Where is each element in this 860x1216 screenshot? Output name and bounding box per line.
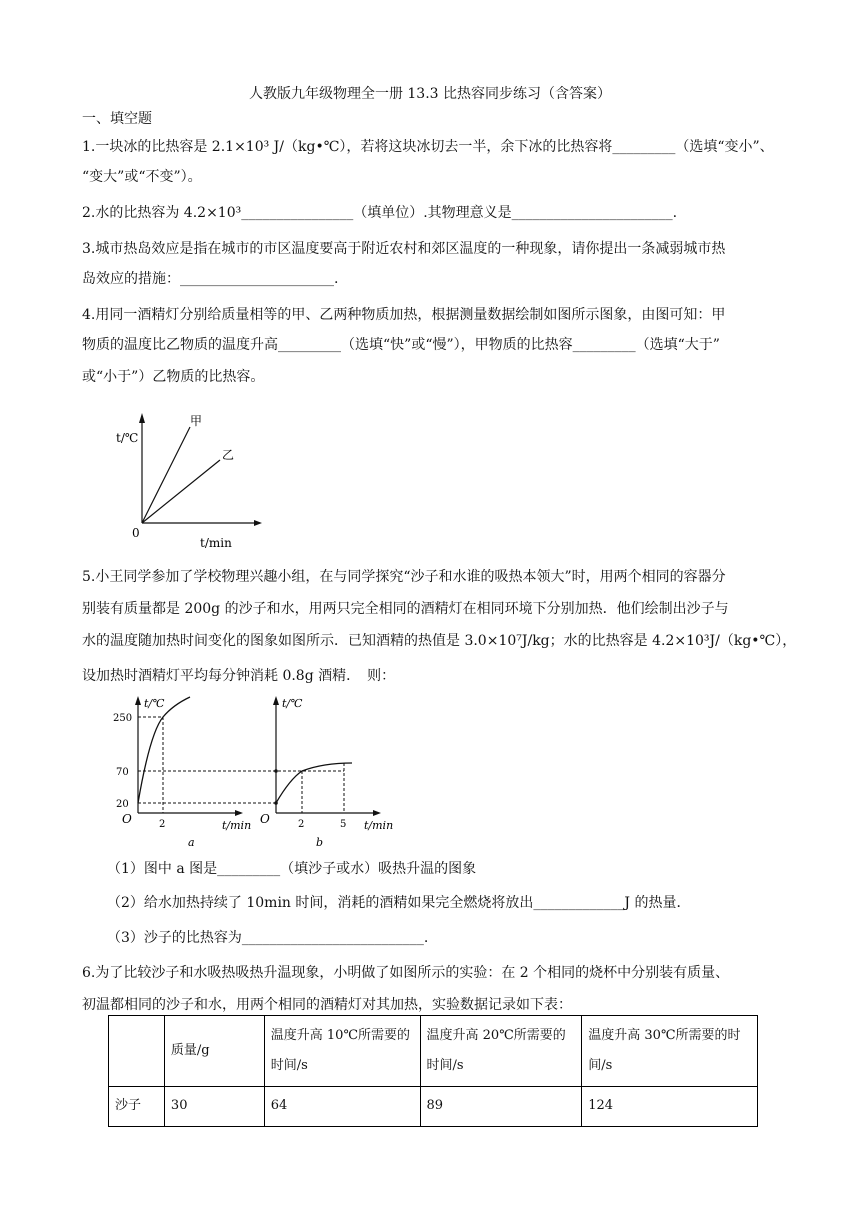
question-5-line-1: 5.小王同学参加了学校物理兴趣小组，在与同学探究“沙子和水谁的吸热本领大”时，用两个相同的容器分 [82, 569, 726, 585]
question-5-part-2: （2）给水加热持续了 10min 时间，消耗的酒精如果完全燃烧将放出_____________J 的热量． [107, 895, 691, 911]
question-2-line-1: 2.水的比热容为 4.2×10³________________（填单位）.其物理意义是_______________________. [82, 205, 678, 221]
question-5-line-3: 水的温度随加热时间变化的图象如图所示．已知酒精的热值是 3.0×10⁷J/kg；水的比热容是 4.2×10³J/（kg•℃）， [82, 633, 797, 649]
experiment-data-table [108, 1015, 758, 1127]
table-header-cell: 质量/g [164, 1016, 264, 1087]
table-cell: 30 [164, 1086, 264, 1126]
section-heading: 一、填空题 [82, 111, 152, 127]
table-cell: 124 [582, 1086, 758, 1126]
fig1-x-label: t/min [200, 536, 232, 550]
graph-a-y-label: t/℃ [144, 697, 165, 710]
question-4-line-1: 4.用同一酒精灯分别给质量相等的甲、乙两种物质加热，根据测量数据绘制如图所示图象，由图可知：甲 [82, 307, 726, 323]
graph-b-curve [276, 763, 352, 803]
series-yi-line [142, 460, 220, 523]
graph-b-xtick-2: 2 [298, 819, 305, 830]
question-1-line-1: 1.一块冰的比热容是 2.1×10³ J/（kg•℃），若将这块冰切去一半，余下冰的比热容将_________（选填“变小”、 [82, 139, 774, 155]
question-1-line-2: “变大”或“不变”）。 [82, 169, 202, 185]
question-6-line-1: 6.为了比较沙子和水吸热吸热升温现象，小明做了如图所示的实验：在 2 个相同的烧杯中分别装有质量、 [82, 965, 730, 981]
graph-a-tick-250: 250 [113, 713, 133, 724]
graph-a-origin: O [122, 812, 132, 826]
table-cell: 89 [420, 1086, 582, 1126]
question-5-part-1: （1）图中 a 图是_________（填沙子或水）吸热升温的图象 [107, 861, 477, 877]
table-header-cell [109, 1016, 165, 1087]
graph-a-xtick-2: 2 [159, 819, 166, 830]
fig1-series-jia: 甲 [190, 414, 203, 428]
graph-b-origin: O [260, 812, 270, 826]
figure-1-temperature-time-graph [112, 405, 262, 550]
fig1-series-yi: 乙 [222, 448, 235, 462]
graph-a-x-label: t/min [222, 819, 252, 832]
fig1-origin: 0 [132, 526, 140, 540]
graph-a-tick-20: 20 [116, 799, 129, 810]
table-header-row [109, 1016, 758, 1087]
series-jia-line [142, 427, 190, 523]
question-3-line-2: 岛效应的措施：______________________. [82, 271, 339, 287]
graph-a-tick-70: 70 [116, 767, 129, 778]
figure-2-sand-water-graphs [108, 693, 408, 851]
graph-b-x-label: t/min [364, 819, 394, 832]
graph-b-y-label: t/℃ [282, 697, 303, 710]
graph-b-caption: b [316, 836, 324, 849]
table-header-cell: 温度升高 10℃所需要的时间/s [264, 1016, 420, 1087]
page-title: 人教版九年级物理全一册 13.3 比热容同步练习（含答案） [248, 86, 612, 102]
table-cell: 沙子 [109, 1086, 165, 1126]
table-header-cell: 温度升高 30℃所需要的时间/s [582, 1016, 758, 1087]
question-5-line-2: 别装有质量都是 200g 的沙子和水，用两只完全相同的酒精灯在相同环境下分别加热．他们绘制出沙子与 [82, 601, 729, 617]
table-header-cell: 温度升高 20℃所需要的时间/s [420, 1016, 582, 1087]
question-4-line-2: 物质的温度比乙物质的温度升高_________（选填“快”或“慢”），甲物质的比热容_________（选填“大于” [82, 337, 720, 353]
graph-a-curve [138, 697, 190, 803]
graph-a-caption: a [188, 836, 195, 849]
question-5-line-4: 设加热时酒精灯平均每分钟消耗 0.8g 酒精． 则： [82, 668, 396, 684]
question-4-line-3: 或“小于”）乙物质的比热容。 [82, 369, 265, 385]
question-3-line-1: 3.城市热岛效应是指在城市的市区温度要高于附近农村和郊区温度的一种现象，请你提出一条减弱城市热 [82, 241, 726, 257]
question-6-line-2: 初温都相同的沙子和水，用两个相同的酒精灯对其加热，实验数据记录如下表： [82, 997, 572, 1013]
table-cell: 64 [264, 1086, 420, 1126]
table-row [109, 1086, 758, 1126]
graph-b-xtick-5: 5 [340, 819, 347, 830]
question-5-part-3: （3）沙子的比热容为__________________________. [107, 930, 429, 946]
fig1-y-label: t/℃ [116, 431, 139, 445]
